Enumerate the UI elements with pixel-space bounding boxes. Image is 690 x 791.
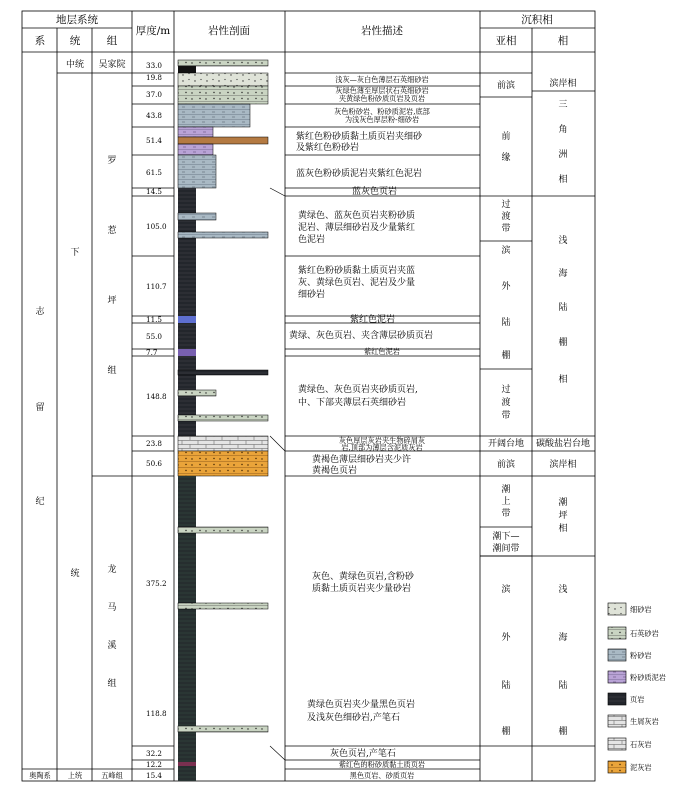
subfacies-char: 外 <box>501 282 511 292</box>
formation-char: 惹 <box>107 226 117 236</box>
formation-char: 坪 <box>107 296 117 306</box>
description-text: 灰色厚层灰岩夹生物碎屑灰 <box>338 436 426 445</box>
series-middle: 中统 <box>65 60 85 70</box>
description-text: 及紫红色粉砂岩 <box>296 143 360 153</box>
facies-char: 浅 <box>558 585 568 595</box>
description-text: 质黏土质页岩夹少量砂岩 <box>312 584 412 594</box>
header-facies-col: 相 <box>557 35 569 47</box>
legend-quartz-sandstone: 石英砂岩 <box>630 629 659 638</box>
thickness-value: 11.5 <box>146 315 163 324</box>
description-text: 黄褐色页岩 <box>312 466 358 476</box>
thickness-value: 32.2 <box>146 749 163 758</box>
thickness-value: 23.8 <box>146 439 163 448</box>
thickness-value: 15.4 <box>146 771 163 780</box>
subfacies-char: 潮间带 <box>492 544 520 554</box>
facies-char: 海 <box>558 269 568 279</box>
facies-char: 相 <box>558 375 568 385</box>
subfacies-platform: 开阔台地 <box>487 439 525 449</box>
subfacies-char: 渡 <box>501 212 511 222</box>
description-text: 灰色、黄绿色页岩,含粉砂 <box>312 572 414 582</box>
subfacies-char: 过 <box>501 200 511 210</box>
thickness-value: 110.7 <box>146 282 167 291</box>
facies-char: 陆 <box>558 303 568 313</box>
formation-char: 马 <box>107 603 117 613</box>
description-text: 黄绿色页岩夹少量黑色页岩 <box>307 700 416 710</box>
description-text: 灰、黄绿色页岩、泥岩及少量 <box>298 278 416 288</box>
facies-beach: 滨岸相 <box>549 79 577 89</box>
description-text: 黄褐色薄层细砂岩夹少许 <box>312 455 412 465</box>
description-text: 为浅灰色厚层粉-细砂岩 <box>344 115 420 124</box>
legend-bioclastic-limestone: 生屑灰岩 <box>630 717 659 726</box>
thickness-value: 118.8 <box>146 709 167 718</box>
description-text: 黄绿、灰色页岩、夹含薄层砂质页岩 <box>289 331 434 341</box>
system-ordovician: 奥陶系 <box>29 771 51 780</box>
thickness-value: 14.5 <box>146 187 163 196</box>
thickness-value: 12.2 <box>146 760 163 769</box>
description-text: 浅灰—灰白色薄层石英细砂岩 <box>335 75 429 84</box>
description-text: 黑色页岩、砂质页岩 <box>349 771 415 780</box>
formation-char: 组 <box>107 366 117 376</box>
header-description: 岩性描述 <box>361 25 403 37</box>
legend-marl: 泥灰岩 <box>630 763 652 772</box>
thickness-value: 33.0 <box>146 61 163 70</box>
subfacies-char: 棚 <box>501 727 511 737</box>
subfacies-char: 带 <box>501 224 511 234</box>
legend-limestone: 石灰岩 <box>630 740 652 749</box>
subfacies-char: 前 <box>501 132 511 142</box>
thickness-value: 43.8 <box>146 111 163 120</box>
thickness-value: 61.5 <box>146 168 163 177</box>
facies-char: 棚 <box>558 338 568 348</box>
formation-char: 溪 <box>107 641 117 651</box>
subfacies-char: 滨 <box>501 246 511 256</box>
formation-char: 组 <box>107 679 117 689</box>
description-text: 紫红色粉砂质黏土质页岩夹细砂 <box>296 132 423 142</box>
system-char: 志 <box>35 307 45 317</box>
header-series: 统 <box>69 35 81 47</box>
description-text: 蓝灰色粉砂质泥岩夹紫红色泥岩 <box>296 169 423 179</box>
facies-char: 角 <box>558 125 568 135</box>
subfacies-char: 缘 <box>501 153 511 163</box>
thickness-value: 55.0 <box>146 332 163 341</box>
series-upper: 上统 <box>67 771 83 780</box>
description-text: 黄绿色、灰色页岩夹砂质页岩, <box>298 385 418 395</box>
description-text: 紫红色泥岩 <box>350 315 396 325</box>
subfacies-char: 陆 <box>501 318 511 328</box>
facies-char: 坪 <box>558 511 568 521</box>
legend-siltstone: 粉砂岩 <box>630 651 652 660</box>
description-text: 色泥岩 <box>298 235 326 245</box>
subfacies-char: 陆 <box>501 681 511 691</box>
description-text: 黄绿色、蓝灰色页岩夹粉砂质 <box>298 211 416 221</box>
facies-char: 相 <box>558 175 568 185</box>
description-text: 细砂岩 <box>298 290 326 300</box>
thickness-value: 51.4 <box>146 136 163 145</box>
header-stratigraphy: 地层系统 <box>56 14 98 26</box>
subfacies-foreshore: 前滨 <box>496 460 516 470</box>
subfacies-char: 棚 <box>501 351 511 361</box>
description-text: 紫红色的粉砂质黏土质页岩 <box>338 760 426 769</box>
facies-char: 海 <box>558 633 568 643</box>
formation-wufeng: 五峰组 <box>101 771 123 780</box>
system-char: 留 <box>35 403 45 413</box>
table-grid <box>22 11 595 781</box>
facies-beach: 滨岸相 <box>549 460 577 470</box>
subfacies-char: 外 <box>501 633 511 643</box>
series-lower: 下 <box>70 248 80 258</box>
subfacies-char: 带 <box>501 411 511 421</box>
header-subfacies: 亚相 <box>495 35 517 47</box>
facies-char: 相 <box>558 524 568 534</box>
lithology-column <box>178 60 268 781</box>
formation-char: 罗 <box>107 156 117 166</box>
description-text: 紫红色粉砂质黏土质页岩夹蓝 <box>298 266 416 276</box>
system-char: 纪 <box>35 497 45 507</box>
formation-wujiayuan: 吴家院 <box>98 60 126 70</box>
facies-char: 棚 <box>558 727 568 737</box>
description-text: 中、下部夹薄层石英细砂岩 <box>298 398 407 408</box>
subfacies-char: 过 <box>501 385 511 395</box>
header-facies: 沉积相 <box>521 14 553 26</box>
thickness-value: 19.8 <box>146 73 163 82</box>
description-text: 及浅灰色细砂岩,产笔石 <box>307 713 400 723</box>
description-text: 泥岩、薄层细砂岩及少量紫红 <box>298 223 416 233</box>
description-text: 灰色粉砂岩、粉砂质泥岩,底部 <box>334 107 430 116</box>
subfacies-char: 潮 <box>501 485 511 495</box>
formation-char: 龙 <box>107 565 117 575</box>
legend-silty-mudstone: 粉砂质泥岩 <box>630 673 666 682</box>
subfacies-char: 潮下— <box>492 532 520 542</box>
header-thickness: 厚度/m <box>135 25 171 37</box>
facies-char: 洲 <box>558 150 568 160</box>
thickness-value: 105.0 <box>146 222 167 231</box>
thickness-value: 7.7 <box>146 348 158 357</box>
thickness-value: 50.6 <box>146 459 163 468</box>
description-text: 灰绿色薄至厚层状石英细砂岩 <box>335 86 429 95</box>
subfacies-char: 渡 <box>501 398 511 408</box>
facies-char: 潮 <box>558 498 568 508</box>
header-formation: 组 <box>106 35 118 47</box>
description-text: 蓝灰色页岩 <box>352 187 398 197</box>
description-text: 岩,顶部为薄层含泥质灰岩 <box>341 443 423 452</box>
subfacies-foreshore: 前滨 <box>496 81 516 91</box>
facies-char: 浅 <box>558 236 568 246</box>
subfacies-char: 滨 <box>501 585 511 595</box>
header-profile: 岩性剖面 <box>208 25 250 37</box>
description-text: 灰色页岩,产笔石 <box>330 749 396 759</box>
legend <box>608 603 666 773</box>
description-text: 紫红色泥岩 <box>364 347 400 356</box>
subfacies-char: 上 <box>501 497 511 507</box>
thickness-value: 375.2 <box>146 579 167 588</box>
legend-fine-sandstone: 细砂岩 <box>630 605 652 614</box>
connector-lines <box>270 188 285 760</box>
legend-shale: 页岩 <box>630 695 645 704</box>
facies-carbonate: 碳酸盐岩台地 <box>535 439 591 449</box>
facies-char: 三 <box>558 100 568 110</box>
description-text: 夹黄绿色粉砂质页岩及页岩 <box>338 94 426 103</box>
facies-char: 陆 <box>558 681 568 691</box>
header-system: 系 <box>34 35 46 47</box>
series-tong: 统 <box>70 569 80 579</box>
subfacies-char: 带 <box>501 509 511 519</box>
thickness-value: 37.0 <box>146 90 163 99</box>
thickness-value: 148.8 <box>146 392 167 401</box>
